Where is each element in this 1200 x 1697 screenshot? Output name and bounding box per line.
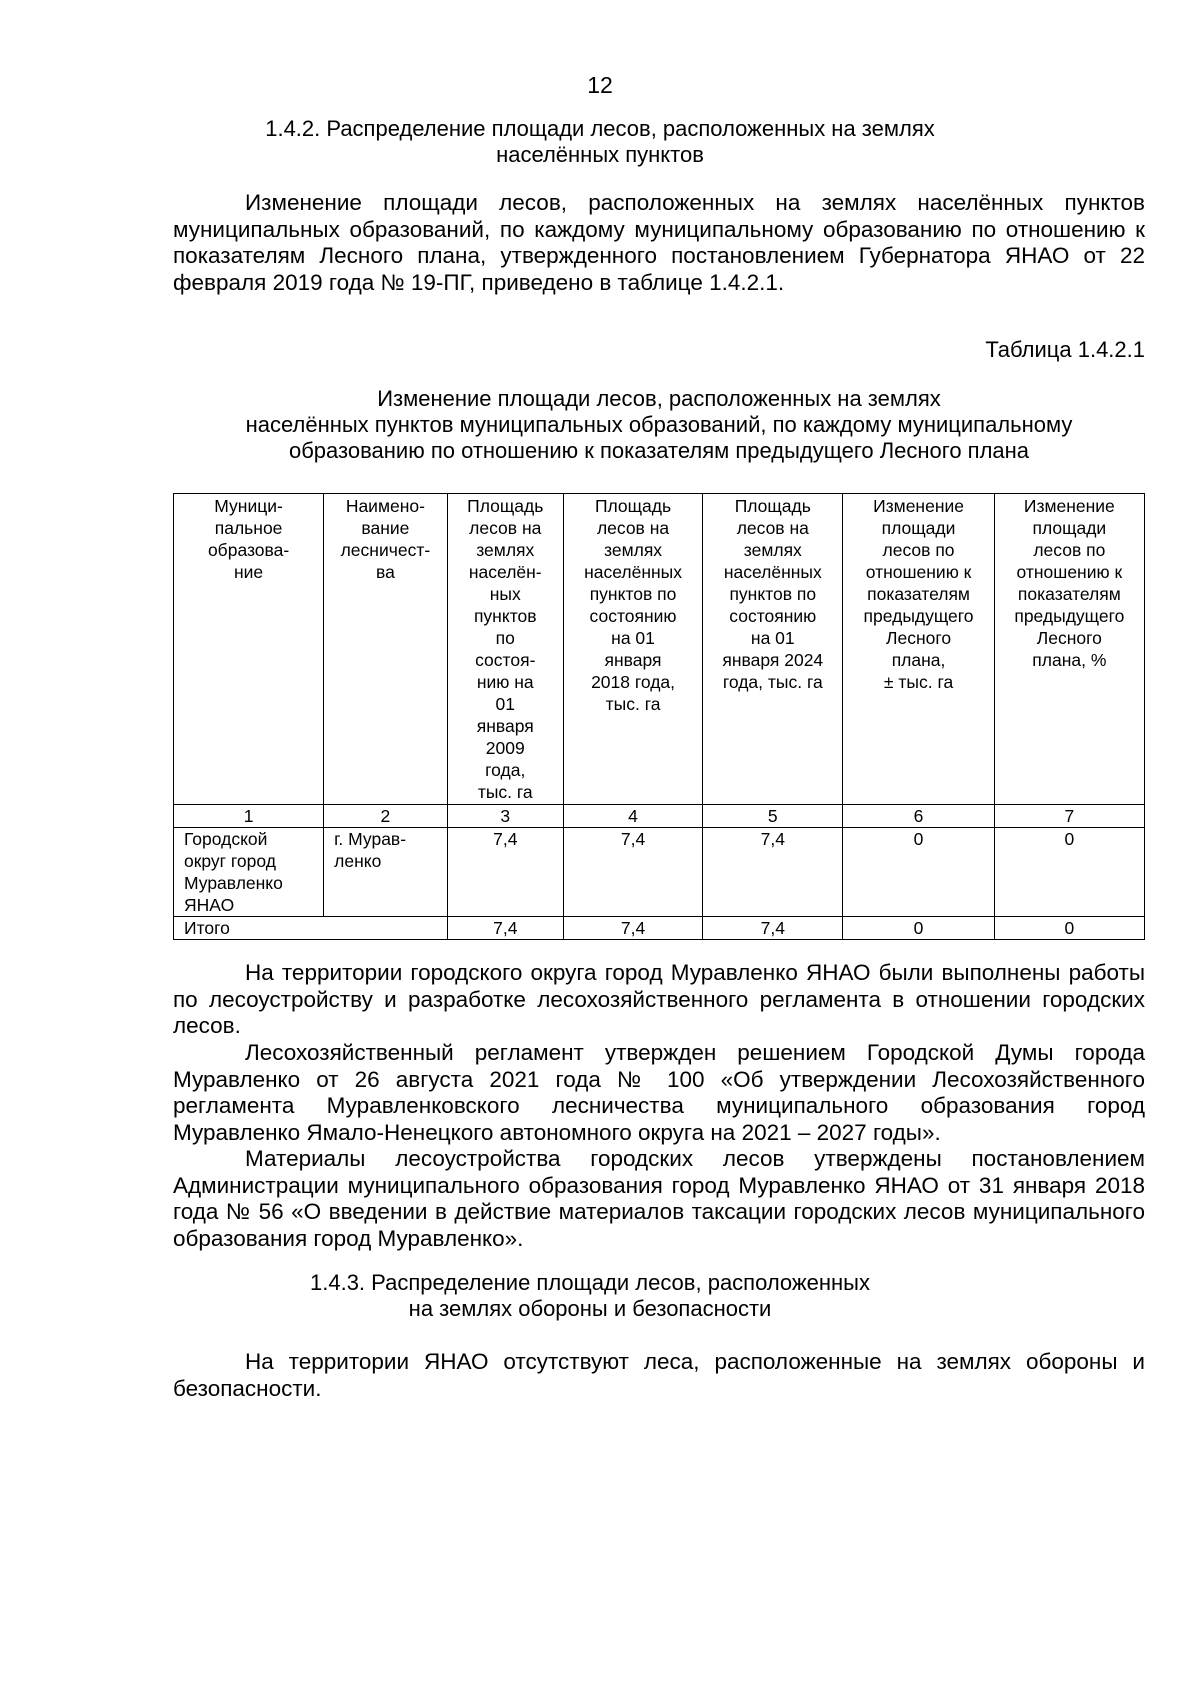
- total-area-2009: 7,4: [447, 917, 563, 940]
- page-number: 12: [587, 72, 613, 98]
- cell-forestry: г. Мурав- ленко: [324, 828, 447, 917]
- total-change-abs: 0: [843, 917, 994, 940]
- header-change-abs: Изменение площади лесов по отношению к показателям предыдущего Лесного плана, ± тыс. га: [843, 494, 994, 805]
- column-number: 3: [447, 805, 563, 828]
- table-caption-line: населённых пунктов муниципальных образований, по каждому муниципальному: [245, 412, 1073, 437]
- header-change-pct: Изменение площади лесов по отношению к показателям предыдущего Лесного плана, %: [994, 494, 1144, 805]
- header-area-2018: Площадь лесов на землях населённых пунктов по состоянию на 01 января 2018 года, тыс. га: [563, 494, 702, 805]
- column-number-row: [174, 805, 1145, 828]
- final-paragraph: На территории ЯНАО отсутствуют леса, расположенные на землях обороны и безопасности.: [173, 1349, 1145, 1401]
- forest-area-table: [173, 493, 1145, 940]
- cell-change-pct: 0: [994, 828, 1144, 917]
- table-reference: Таблица 1.4.2.1: [985, 337, 1145, 362]
- table-total-row: [174, 917, 1145, 940]
- column-number: 7: [994, 805, 1144, 828]
- table-caption-line: образованию по отношению к показателям предыдущего Лесного плана: [288, 438, 1030, 463]
- section-heading-line: 1.4.2. Распределение площади лесов, расположенных на землях: [265, 116, 935, 141]
- section-heading-line: населённых пунктов: [496, 142, 704, 167]
- table-caption: [173, 386, 1145, 464]
- table-caption-line: Изменение площади лесов, расположенных на землях: [377, 386, 941, 411]
- cell-area-2018: 7,4: [563, 828, 702, 917]
- column-number: 4: [563, 805, 702, 828]
- header-area-2009: Площадь лесов на землях населён- ных пунктов по состоя- нию на 01 января 2009 года, тыс. га: [447, 494, 563, 805]
- header-forestry: Наимено- вание лесничест- ва: [324, 494, 447, 805]
- table-header-row: [174, 494, 1145, 805]
- paragraph-forest-management: На территории городского округа город Муравленко ЯНАО были выполнены работы по лесоустройству и разработке лесохозяйственного регламента в отношении городских лесов.: [173, 960, 1145, 1038]
- header-municipality: Муници- пальное образова- ние: [174, 494, 324, 805]
- cell-area-2024: 7,4: [703, 828, 843, 917]
- column-number: 5: [703, 805, 843, 828]
- header-area-2024: Площадь лесов на землях населённых пунктов по состоянию на 01 января 2024 года, тыс. га: [703, 494, 843, 805]
- total-label: Итого: [174, 917, 448, 940]
- table-row: [174, 828, 1145, 917]
- section-heading-line: на землях обороны и безопасности: [408, 1296, 772, 1321]
- cell-area-2009: 7,4: [447, 828, 563, 917]
- cell-change-abs: 0: [843, 828, 994, 917]
- cell-municipality: Городской округ город Муравленко ЯНАО: [174, 828, 324, 917]
- section-heading-1-4-2: [0, 116, 1200, 168]
- total-area-2018: 7,4: [563, 917, 702, 940]
- paragraph-regulation: Лесохозяйственный регламент утвержден решением Городской Думы города Муравленко от 26 августа 2021 года № 100 «Об утверждении Лесохозяйственного регламента Муравленковского лесничества муниципального образования город Муравленко Ямало-Ненецкого автономного округа на 2021 – 2027 годы».: [173, 1040, 1145, 1145]
- section-heading-1-4-3: [0, 1270, 1200, 1322]
- column-number: 6: [843, 805, 994, 828]
- paragraph-materials: Материалы лесоустройства городских лесов утверждены постановлением Администрации муниципального образования город Муравленко ЯНАО от 31 января 2018 года № 56 «О введении в действие материалов таксации городских лесов муниципального образования город Муравленко».: [173, 1146, 1145, 1251]
- total-change-pct: 0: [994, 917, 1144, 940]
- section-heading-line: 1.4.3. Распределение площади лесов, расположенных: [310, 1270, 870, 1295]
- total-area-2024: 7,4: [703, 917, 843, 940]
- intro-paragraph: Изменение площади лесов, расположенных на землях населённых пунктов муниципальных образований, по каждому муниципальному образованию по отношению к показателям Лесного плана, утвержденного постановлением Губернатора ЯНАО от 22 февраля 2019 года № 19-ПГ, приведено в таблице 1.4.2.1.: [173, 190, 1145, 295]
- column-number: 1: [174, 805, 324, 828]
- column-number: 2: [324, 805, 447, 828]
